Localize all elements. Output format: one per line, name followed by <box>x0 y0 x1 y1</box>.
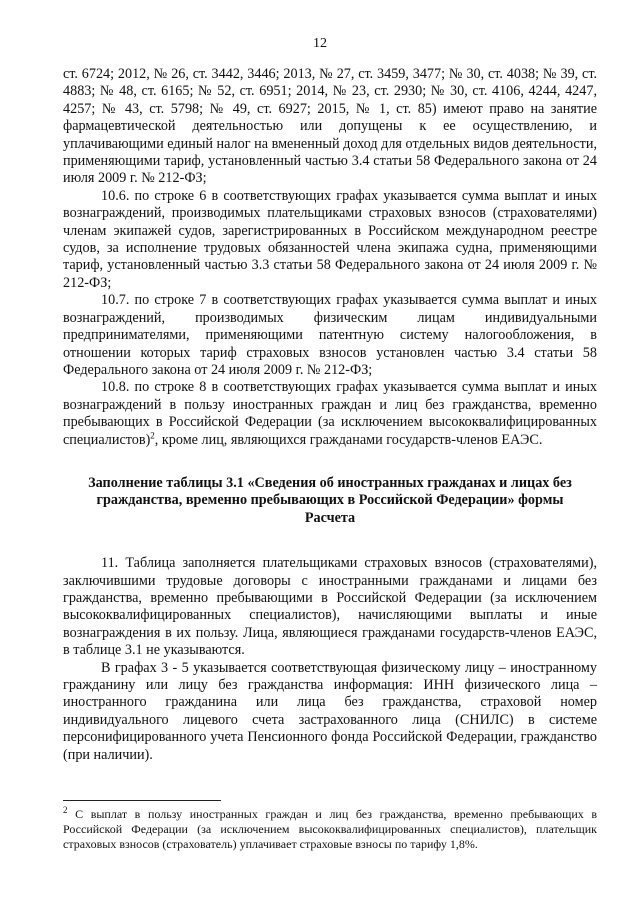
page-number: 12 <box>313 36 327 51</box>
paragraph-10-8-text-end: , кроме лиц, являющихся гражданами государств-членов ЕАЭС. <box>154 431 543 448</box>
paragraph-11: 11. Таблица заполняется плательщиками страховых взносов (страхователями), заключившими трудовые договоры с иностранными гражданами и лицами без гражданства, временно пребывающими в Российской Федерации (за исключением высококвалифицированных специалистов), начисляющими выплаты и иные вознаграждения в их пользу. Лица, являющиеся гражданами государств-членов ЕАЭС, в таблице 3.1 не указываются. <box>63 555 597 659</box>
paragraph-10-7: 10.7. по строке 7 в соответствующих графах указывается сумма выплат и иных вознаграждений, производимых физическим лицам индивидуальными предпринимателями, применяющими патентную систему налогообложения, в отношении которых тариф страховых взносов установлен частью 3.4 статьи 58 Федерального закона от 24 июля 2009 г. № 212-ФЗ; <box>63 292 597 378</box>
footnote-marker: 2 <box>63 805 68 815</box>
paragraph-10-8-text: 10.8. по строке 8 в соответствующих графах указывается сумма выплат и иных вознаграждений в пользу иностранных граждан и лиц без гражданства, временно пребывающих в Российской Федерации (за исключением высококвалифицированных специалистов) <box>63 379 597 448</box>
footnote-divider <box>63 800 221 801</box>
section-title: Заполнение таблицы 3.1 «Сведения об иностранных гражданах и лицах без гражданства, временно пребывающих в Российской Федерации» формы Расчета <box>88 474 572 526</box>
footnote <box>63 807 597 852</box>
footnote-text: С выплат в пользу иностранных граждан и лиц без гражданства, временно пребывающих в Российской Федерации (за исключением высококвалифицированных специалистов), плательщик страховых взносов (страхователь) уплачивает страховые взносы по тарифу 1,8%. <box>63 807 597 851</box>
paragraph-columns-3-5: В графах 3 - 5 указывается соответствующая физическому лицу – иностранному гражданину или лицу без гражданства информация: ИНН физического лица – иностранного гражданина или лица без гражданства, страховой номер индивидуального лицевого счета застрахованного лица (СНИЛС) в системе персонифицированного учета Пенсионного фонда Российской Федерации, гражданство (при наличии). <box>63 659 597 763</box>
document-body <box>63 66 597 764</box>
paragraph-10-6: 10.6. по строке 6 в соответствующих графах указывается сумма выплат и иных вознаграждений, производимых плательщиками страховых взносов (страхователями) членам экипажей судов, зарегистрированных в Российском международном реестре судов, за исполнение трудовых обязанностей члена экипажа судна, применяющими тариф, установленный частью 3.3 статьи 58 Федерального закона от 24 июля 2009 г. № 212-ФЗ; <box>63 187 597 291</box>
footnote-reference: 2 <box>150 429 155 440</box>
paragraph-10-8 <box>63 379 597 449</box>
paragraph-continuation: ст. 6724; 2012, № 26, ст. 3442, 3446; 2013, № 27, ст. 3459, 3477; № 30, ст. 4038; № 39, ст. 4883; № 48, ст. 6165; № 52, ст. 6951; 2014, № 23, ст. 2930; № 30, ст. 4106, 4244, 4247, 4257; № 43, ст. 5798; № 49, ст. 6927; 2015, № 1, ст. 85) имеют право на занятие фармацевтической деятельностью или допущены к ее осуществлению, и уплачивающими единый налог на вмененный доход для отдельных видов деятельности, применяющими тариф, установленный частью 3.4 статьи 58 Федерального закона от 24 июля 2009 г. № 212-ФЗ; <box>63 66 597 187</box>
